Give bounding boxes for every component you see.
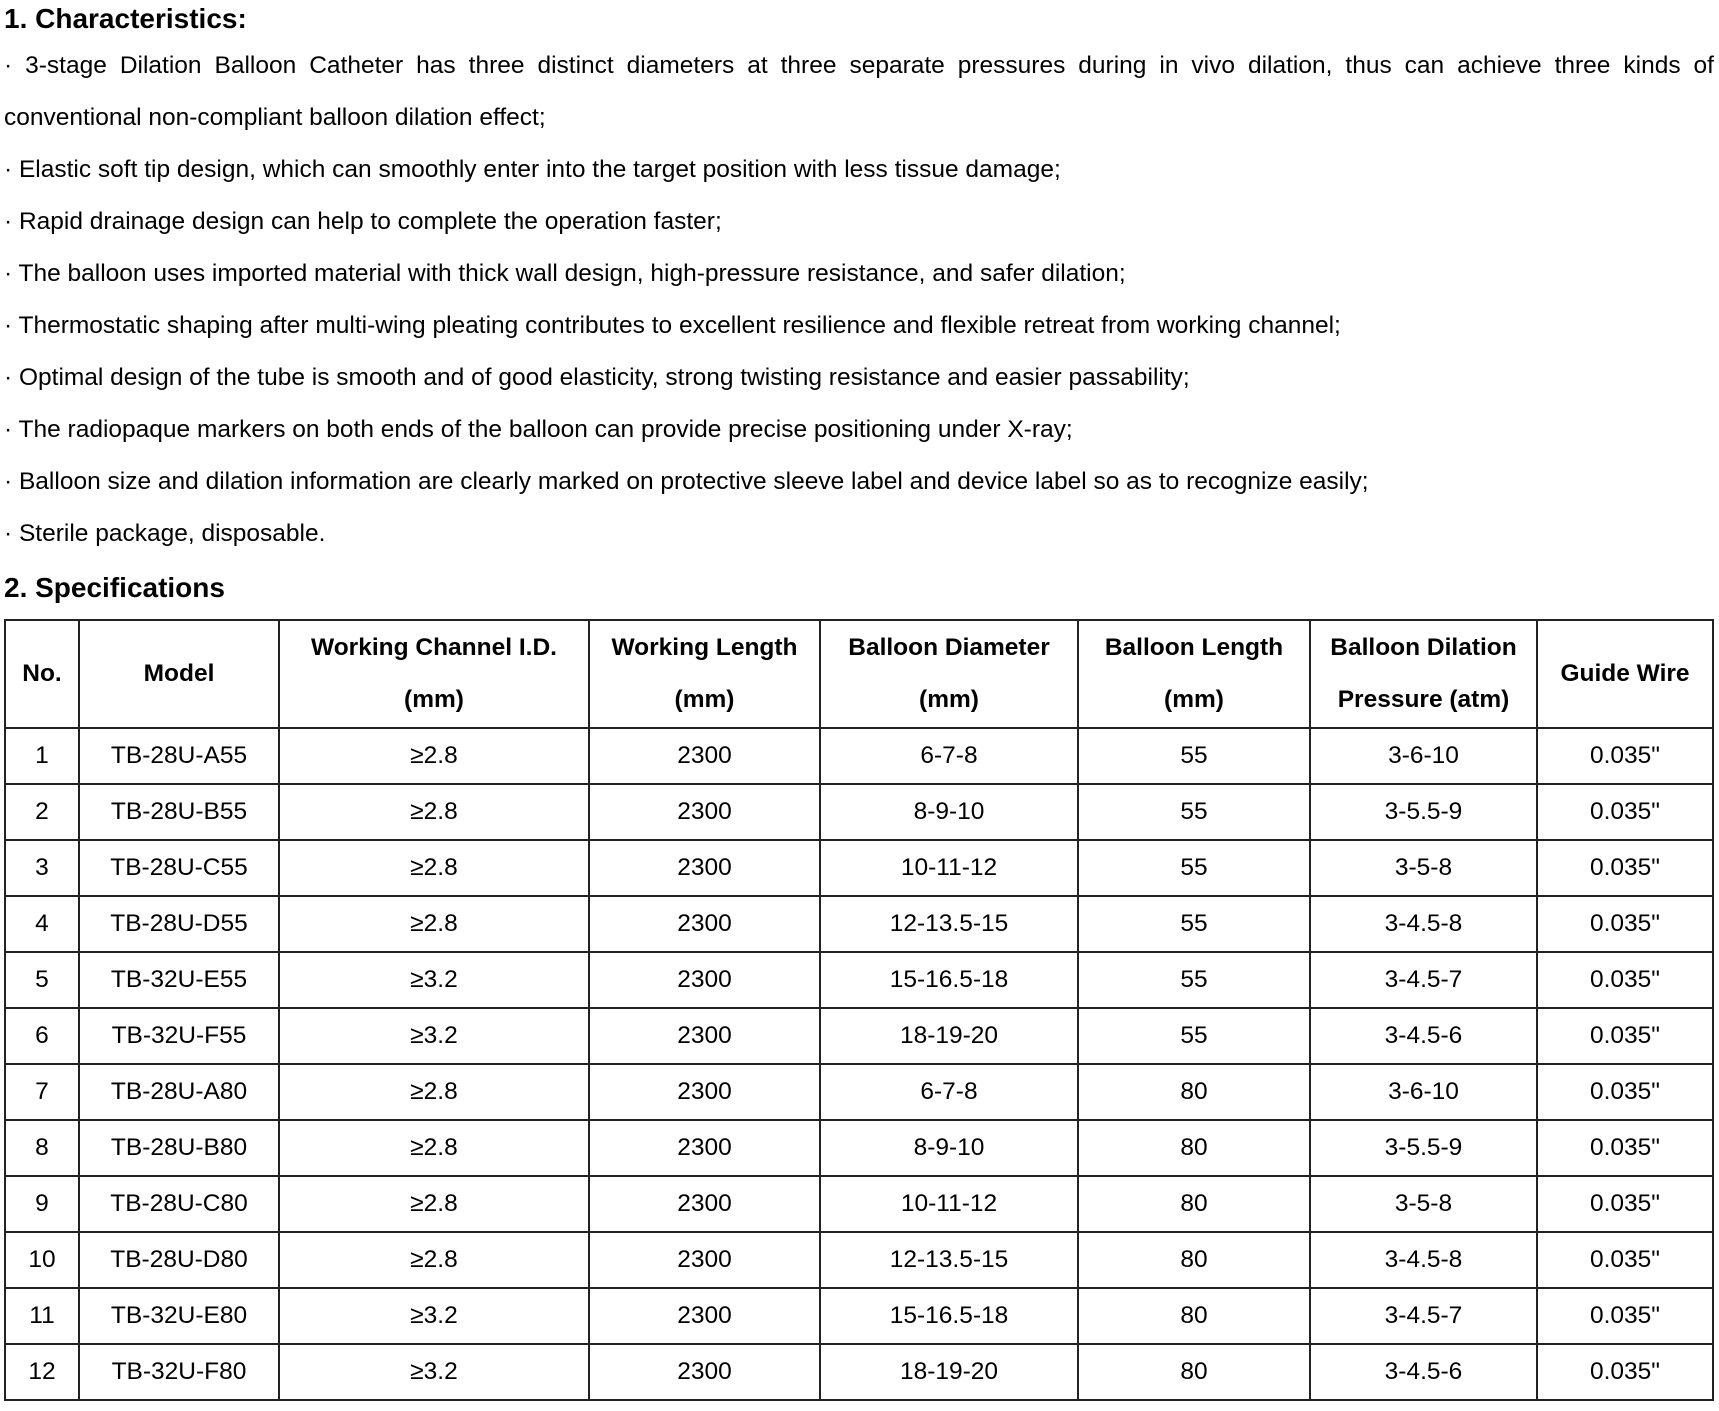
table-cell: TB-32U-E80 [79,1288,279,1344]
table-cell: 2300 [589,1288,820,1344]
table-cell: 80 [1078,1064,1310,1120]
table-cell: 2300 [589,952,820,1008]
table-cell: 15-16.5-18 [820,1288,1078,1344]
table-cell: 55 [1078,896,1310,952]
table-cell: 3-5.5-9 [1310,784,1537,840]
table-row [5,840,1713,896]
table-cell: 15-16.5-18 [820,952,1078,1008]
table-cell: TB-28U-C80 [79,1176,279,1232]
table-cell: 4 [5,896,79,952]
document-page [4,0,1714,604]
table-row [5,896,1713,952]
table-cell: 55 [1078,840,1310,896]
table-cell: 10-11-12 [820,840,1078,896]
table-cell: 0.035" [1537,1064,1713,1120]
column-header-3 [279,620,589,728]
header-row [5,620,1713,728]
table-cell: 3-5.5-9 [1310,1120,1537,1176]
table-cell: 7 [5,1064,79,1120]
table-cell: ≥2.8 [279,840,589,896]
table-cell: TB-28U-C55 [79,840,279,896]
column-header-line1: Balloon Length [1104,634,1284,661]
column-header-line1: Balloon Dilation [1330,634,1517,661]
table-cell: 0.035" [1537,1288,1713,1344]
table-cell: 3-6-10 [1310,1064,1537,1120]
characteristic-item-2: · Elastic soft tip design, which can smoothly enter into the target position with less tissue damage; [4,156,1061,183]
table-cell: ≥3.2 [279,952,589,1008]
table-cell: ≥2.8 [279,784,589,840]
table-cell: 0.035" [1537,952,1713,1008]
table-cell: TB-28U-A80 [79,1064,279,1120]
table-cell: 0.035" [1537,728,1713,784]
table-cell: 10 [5,1232,79,1288]
column-header-8 [1537,620,1713,728]
characteristic-item-6: · Optimal design of the tube is smooth and of good elasticity, strong twisting resistance and easier passability; [4,364,1190,391]
table-cell: 6-7-8 [820,1064,1078,1120]
table-cell: 2300 [589,840,820,896]
table-cell: ≥2.8 [279,1064,589,1120]
table-cell: TB-32U-F55 [79,1008,279,1064]
table-cell: 2300 [589,728,820,784]
table-cell: 2300 [589,896,820,952]
column-header-5 [820,620,1078,728]
specifications-table [4,619,1714,1401]
table-cell: 6 [5,1008,79,1064]
column-header-line2: (mm) [1164,686,1224,713]
table-row [5,1064,1713,1120]
table-cell: TB-28U-D80 [79,1232,279,1288]
table-cell: 80 [1078,1120,1310,1176]
table-cell: ≥2.8 [279,1232,589,1288]
table-cell: 2300 [589,784,820,840]
table-cell: 12-13.5-15 [820,1232,1078,1288]
characteristics-list [4,40,1714,560]
table-cell: 80 [1078,1288,1310,1344]
table-cell: 2300 [589,1008,820,1064]
column-header-4 [589,620,820,728]
table-cell: 80 [1078,1176,1310,1232]
table-cell: TB-28U-D55 [79,896,279,952]
table-row [5,1344,1713,1400]
table-cell: TB-28U-A55 [79,728,279,784]
table-cell: 1 [5,728,79,784]
table-cell: 9 [5,1176,79,1232]
characteristic-item-7: · The radiopaque markers on both ends of the balloon can provide precise positioning under X-ray; [4,416,1073,443]
characteristics-heading: 1. Characteristics: [4,3,247,34]
column-header-line1: Guide Wire [1560,660,1690,687]
table-cell: 0.035" [1537,1344,1713,1400]
table-cell: 3-4.5-8 [1310,896,1537,952]
table-row [5,1120,1713,1176]
table-cell: 3-4.5-6 [1310,1008,1537,1064]
column-header-1 [5,620,79,728]
table-cell: 3-5-8 [1310,1176,1537,1232]
table-cell: 55 [1078,784,1310,840]
characteristic-item-3: · Rapid drainage design can help to complete the operation faster; [4,208,722,235]
table-cell: 55 [1078,952,1310,1008]
table-row [5,952,1713,1008]
characteristic-item-8: · Balloon size and dilation information are clearly marked on protective sleeve label and device label so as to recognize easily; [4,468,1369,495]
table-row [5,1232,1713,1288]
table-cell: 12-13.5-15 [820,896,1078,952]
table-cell: 18-19-20 [820,1344,1078,1400]
column-header-2 [79,620,279,728]
column-header-line1: No. [22,660,62,687]
table-cell: 0.035" [1537,1232,1713,1288]
column-header-line2: Pressure (atm) [1337,686,1510,713]
characteristic-item-9: · Sterile package, disposable. [4,520,326,547]
table-cell: 3 [5,840,79,896]
table-cell: 2300 [589,1176,820,1232]
table-cell: 80 [1078,1232,1310,1288]
table-cell: ≥2.8 [279,728,589,784]
table-cell: TB-28U-B55 [79,784,279,840]
table-cell: TB-32U-E55 [79,952,279,1008]
table-cell: 0.035" [1537,1176,1713,1232]
table-cell: 2300 [589,1232,820,1288]
table-cell: 2300 [589,1120,820,1176]
table-row [5,1288,1713,1344]
table-cell: 0.035" [1537,784,1713,840]
table-cell: 5 [5,952,79,1008]
table-cell: ≥2.8 [279,1120,589,1176]
table-cell: ≥2.8 [279,896,589,952]
table-body [5,728,1713,1400]
table-cell: 3-4.5-7 [1310,1288,1537,1344]
table-cell: 3-6-10 [1310,728,1537,784]
table-cell: 8 [5,1120,79,1176]
column-header-7 [1310,620,1537,728]
table-row [5,1008,1713,1064]
characteristic-item-4: · The balloon uses imported material with thick wall design, high-pressure resistance, and safer dilation; [4,260,1126,287]
table-cell: 18-19-20 [820,1008,1078,1064]
table-cell: TB-32U-F80 [79,1344,279,1400]
table-cell: 2 [5,784,79,840]
column-header-line1: Model [143,660,215,687]
table-cell: 0.035" [1537,896,1713,952]
table-cell: 3-5-8 [1310,840,1537,896]
table-cell: 12 [5,1344,79,1400]
column-header-line1: Balloon Diameter [848,634,1050,661]
column-header-line2: (mm) [674,686,735,713]
table-cell: ≥3.2 [279,1008,589,1064]
table-cell: 8-9-10 [820,784,1078,840]
table-cell: 0.035" [1537,840,1713,896]
table-cell: 0.035" [1537,1008,1713,1064]
table-cell: 11 [5,1288,79,1344]
column-header-6 [1078,620,1310,728]
table-cell: 8-9-10 [820,1120,1078,1176]
column-header-line1: Working Length [611,634,798,661]
table-cell: 80 [1078,1344,1310,1400]
table-cell: 3-4.5-7 [1310,952,1537,1008]
table-cell: 10-11-12 [820,1176,1078,1232]
table-cell: 0.035" [1537,1120,1713,1176]
column-header-line2: (mm) [919,686,979,713]
table-cell: 6-7-8 [820,728,1078,784]
table-cell: 55 [1078,728,1310,784]
column-header-line2: (mm) [404,686,464,713]
table-cell: ≥2.8 [279,1176,589,1232]
table-cell: 3-4.5-8 [1310,1232,1537,1288]
table-cell: 3-4.5-6 [1310,1344,1537,1400]
table-cell: 2300 [589,1064,820,1120]
table-row [5,1176,1713,1232]
table-cell: TB-28U-B80 [79,1120,279,1176]
specifications-heading: 2. Specifications [4,572,225,603]
table-cell: ≥3.2 [279,1288,589,1344]
characteristic-item-1: · 3-stage Dilation Balloon Catheter has three distinct diameters at three separate pressures during in vivo dilation, thus can achieve three kinds of conventional non-compliant balloon dilation effect; [4,52,1714,131]
column-header-line1: Working Channel I.D. [311,634,557,661]
table-row [5,728,1713,784]
table-row [5,784,1713,840]
table-cell: 2300 [589,1344,820,1400]
table-cell: 55 [1078,1008,1310,1064]
table-cell: ≥3.2 [279,1344,589,1400]
characteristic-item-5: · Thermostatic shaping after multi-wing pleating contributes to excellent resilience and flexible retreat from working channel; [4,312,1341,339]
table-header [5,620,1713,728]
